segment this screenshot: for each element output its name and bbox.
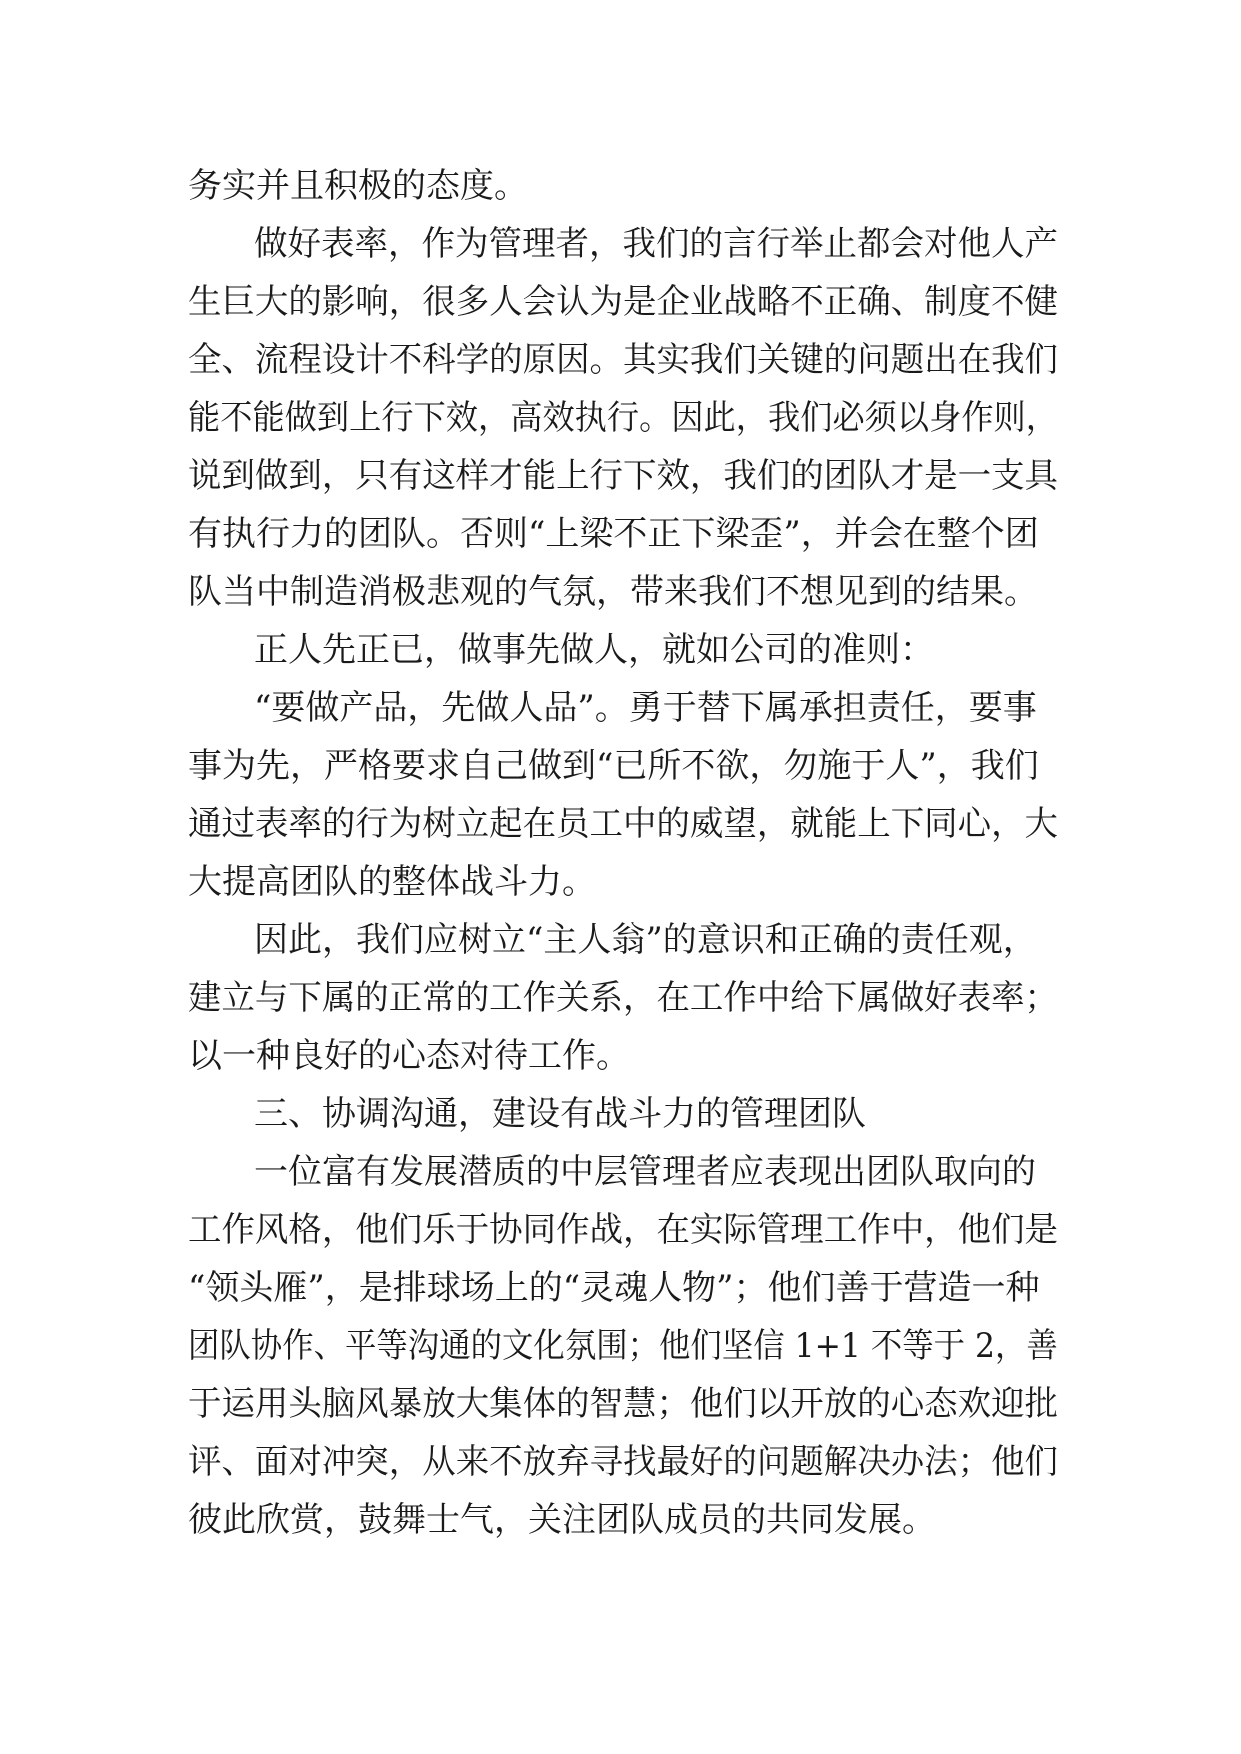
text-line: 以一种良好的心态对待工作。 xyxy=(188,1036,630,1076)
text-line: 队当中制造消极悲观的气氛，带来我们不想见到的结果。 xyxy=(188,572,1038,612)
text-line: 工作风格，他们乐于协同作战，在实际管理工作中，他们是 xyxy=(188,1210,1058,1250)
text-line: 彼此欣赏，鼓舞士气，关注团队成员的共同发展。 xyxy=(188,1500,936,1540)
section-heading: 三、协调沟通，建设有战斗力的管理团队 xyxy=(254,1094,866,1134)
text-line: 正人先正已，做事先做人，就如公司的准则： xyxy=(254,630,934,670)
text-line: “要做产品，先做人品”。勇于替下属承担责任，要事 xyxy=(254,688,1037,728)
text-line: 做好表率，作为管理者，我们的言行举止都会对他人产 xyxy=(254,224,1058,264)
text-line: 因此，我们应树立“主人翁”的意识和正确的责任观， xyxy=(254,920,1037,960)
text-line: 说到做到，只有这样才能上行下效，我们的团队才是一支具 xyxy=(188,456,1058,496)
text-line: 有执行力的团队。否则“上梁不正下梁歪”，并会在整个团 xyxy=(188,514,1039,554)
text-line: 于运用头脑风暴放大集体的智慧；他们以开放的心态欢迎批 xyxy=(188,1384,1058,1424)
text-line: 团队协作、平等沟通的文化氛围；他们坚信 1+1 不等于 2，善 xyxy=(188,1326,1058,1366)
text-line: 通过表率的行为树立起在员工中的威望，就能上下同心，大 xyxy=(188,804,1058,844)
text-line: “领头雁”，是排球场上的“灵魂人物”；他们善于营造一种 xyxy=(188,1268,1040,1308)
text-line: 建立与下属的正常的工作关系，在工作中给下属做好表率； xyxy=(188,978,1058,1018)
text-line: 能不能做到上行下效，高效执行。因此，我们必须以身作则， xyxy=(188,398,1058,438)
text-line: 生巨大的影响，很多人会认为是企业战略不正确、制度不健 xyxy=(188,282,1058,322)
text-line: 全、流程设计不科学的原因。其实我们关键的问题出在我们 xyxy=(188,340,1058,380)
text-line: 评、面对冲突，从来不放弃寻找最好的问题解决办法；他们 xyxy=(188,1442,1058,1482)
text-line: 一位富有发展潜质的中层管理者应表现出团队取向的 xyxy=(254,1152,1036,1192)
text-line: 事为先，严格要求自己做到“已所不欲，勿施于人”，我们 xyxy=(188,746,1039,786)
text-line: 大提高团队的整体战斗力。 xyxy=(188,862,596,902)
text-line: 务实并且积极的态度。 xyxy=(188,166,528,206)
